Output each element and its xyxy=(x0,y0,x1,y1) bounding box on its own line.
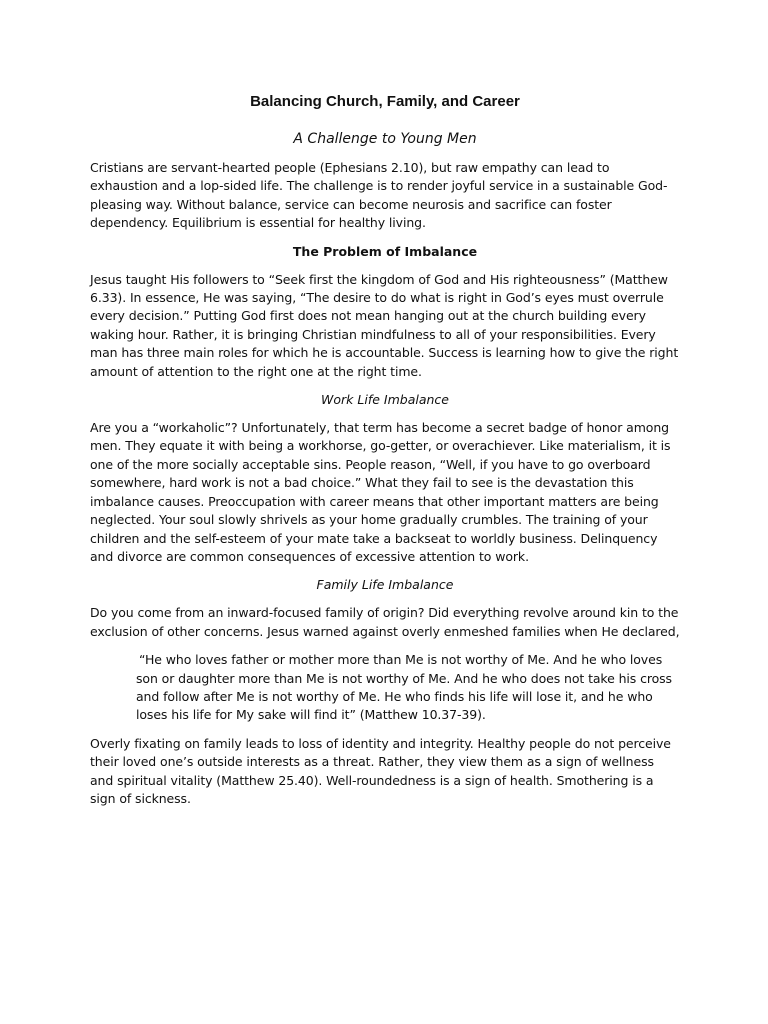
intro-paragraph: Cristians are servant-hearted people (Ephesians 2.10), but raw empathy can lead to exhaustion and a lop-sided life. The challenge is to render joyful service in a sustainable God-pleasing way. Without balance, service can become neurosis and sacrifice can foster dependency. Equilibrium is essential for healthy living. xyxy=(90,160,668,231)
scripture-quote: “He who loves father or mother more than Me is not worthy of Me. And he who loves son or daughter more than Me is not worthy of Me. And he who does not take his cross and follow after Me is not worthy of Me. He who finds his life will lose it, and he who loses his life for My sake will find it” (Matthew 10.37-39). xyxy=(136,652,672,723)
document-subtitle: A Challenge to Young Men xyxy=(293,131,477,147)
section-heading-family-life: Family Life Imbalance xyxy=(316,577,454,593)
paragraph-work-life: Are you a “workaholic”? Unfortunately, that term has become a secret badge of honor among men. They equate it with being a workhorse, go-getter, or overachiever. Like materialism, it is one of the more socially acceptable sins. People reason, “Well, if you have to go overboard somewhere, hard work is not a bad choice.” What they fail to see is the devastation this imbalance causes. Preoccupation with career means that other important matters are being neglected. Your soul slowly shrivels as your home gradually crumbles. The training of your children and the self-esteem of your mate take a backseat to worldly business. Delinquency and divorce are common consequences of excessive attention to work. xyxy=(90,420,671,564)
document-page xyxy=(90,92,680,818)
section-heading-imbalance: The Problem of Imbalance xyxy=(292,243,478,259)
paragraph-imbalance: Jesus taught His followers to “Seek first the kingdom of God and His righteousness” (Matthew 6.33). In essence, He was saying, “The desire to do what is right in God’s eyes must overrule every decision.” Putting God first does not mean hanging out at the church building every waking hour. Rather, it is bringing Christian mindfulness to all of your responsibilities. Every man has three main roles for which he is accountable. Success is learning how to give the right amount of attention to the right one at the right time. xyxy=(90,271,679,379)
paragraph-family-life: Do you come from an inward-focused family of origin? Did everything revolve around kin to the exclusion of other concerns. Jesus warned against overly enmeshed families when He declared, xyxy=(90,605,680,639)
document-title: Balancing Church, Family, and Career xyxy=(250,93,520,110)
section-heading-work-life: Work Life Imbalance xyxy=(321,392,449,408)
paragraph-family-closing: Overly fixating on family leads to loss of identity and integrity. Healthy people do not perceive their loved one’s outside interests as a threat. Rather, they view them as a sign of wellness and spiritual vitality (Matthew 25.40). Well-roundedness is a sign of health. Smothering is a sign of sickness. xyxy=(90,735,671,806)
